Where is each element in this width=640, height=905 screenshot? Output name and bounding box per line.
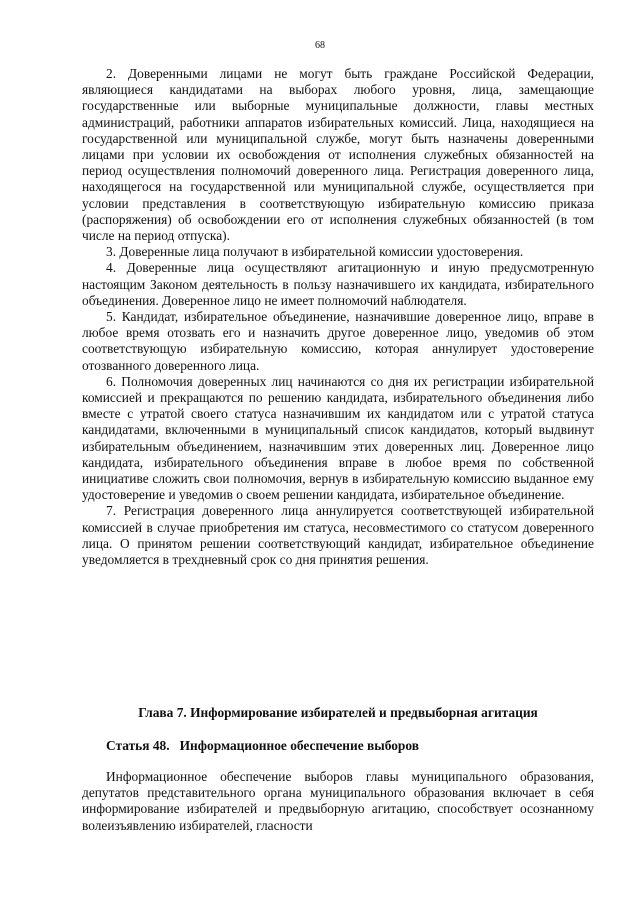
paragraph-4: 4. Доверенные лица осуществляют агитационную и иную предусмотренную настоящим Законом деятельность в пользу назначившего их кандидата, избирательного объединения. Доверенное лицо не имеет полномочий наблюдателя. [82, 260, 594, 308]
chapter-heading: Глава 7. Информирование избирателей и предвыборная агитация [138, 705, 538, 720]
paragraph-3: 3. Доверенные лица получают в избирательной комиссии удостоверения. [106, 244, 524, 260]
paragraph-5: 5. Кандидат, избирательное объединение, назначившие доверенное лицо, вправе в любое время отозвать его и назначить другое доверенное лицо, уведомив об этом соответствующую избирательную комиссию, которая аннулирует удостоверение отозванного доверенного лица. [82, 309, 594, 373]
article-48-paragraph: Информационное обеспечение выборов главы муниципального образования, депутатов представительного органа муниципального образования включает в себя информирование избирателей и предвыборную агитацию, способствует осознанному волеизъявлению избирателей, гласности [82, 769, 594, 833]
paragraph-2: 2. Доверенными лицами не могут быть граждане Российской Федерации, являющиеся кандидатами на выборах любого уровня, лица, замещающие государственные или выборные муниципальные должности, главы местных администраций, работники аппаратов избирательных комиссий. Лица, находящиеся на государственной или муниципальной службе, могут быть назначены доверенными лицами при условии их освобождения от исполнения служебных обязанностей на период осуществления полномочий доверенного лица. Регистрация доверенного лица, находящегося на государственной или муниципальной службе, осуществляется при условии представления в соответствующую избирательную комиссию приказа (распоряжения) об освобождении его от исполнения служебных обязанностей (в том числе на период отпуска). [82, 66, 594, 244]
paragraph-7: 7. Регистрация доверенного лица аннулируется соответствующей избирательной комиссией в случае приобретения им статуса, несовместимого со статусом доверенного лица. О принятом решении соответствующий кандидат, избирательное объединение уведомляется в трехдневный срок со дня принятия решения. [82, 503, 594, 568]
article-heading: Статья 48. Информационное обеспечение выборов [106, 738, 419, 753]
page-number: 68 [315, 40, 325, 51]
paragraph-6: 6. Полномочия доверенных лиц начинаются со дня их регистрации избирательной комиссией и прекращаются по решению кандидата, избирательного объединения либо вместе с утратой своего статуса назначившим их кандидатом или с утратой статуса кандидатами, включенными в муниципальный список кандидатов, который выдвинут избирательным объединением, назначившим этих доверенных лиц. Доверенное лицо кандидата, избирательного объединения вправе в любое время по собственной инициативе сложить свои полномочия, вернув в избирательную комиссию выданное ему удостоверение и уведомив о своем решении кандидата, избирательное объединение. [82, 373, 594, 503]
article-48-body [82, 769, 594, 834]
article-body [82, 66, 594, 568]
